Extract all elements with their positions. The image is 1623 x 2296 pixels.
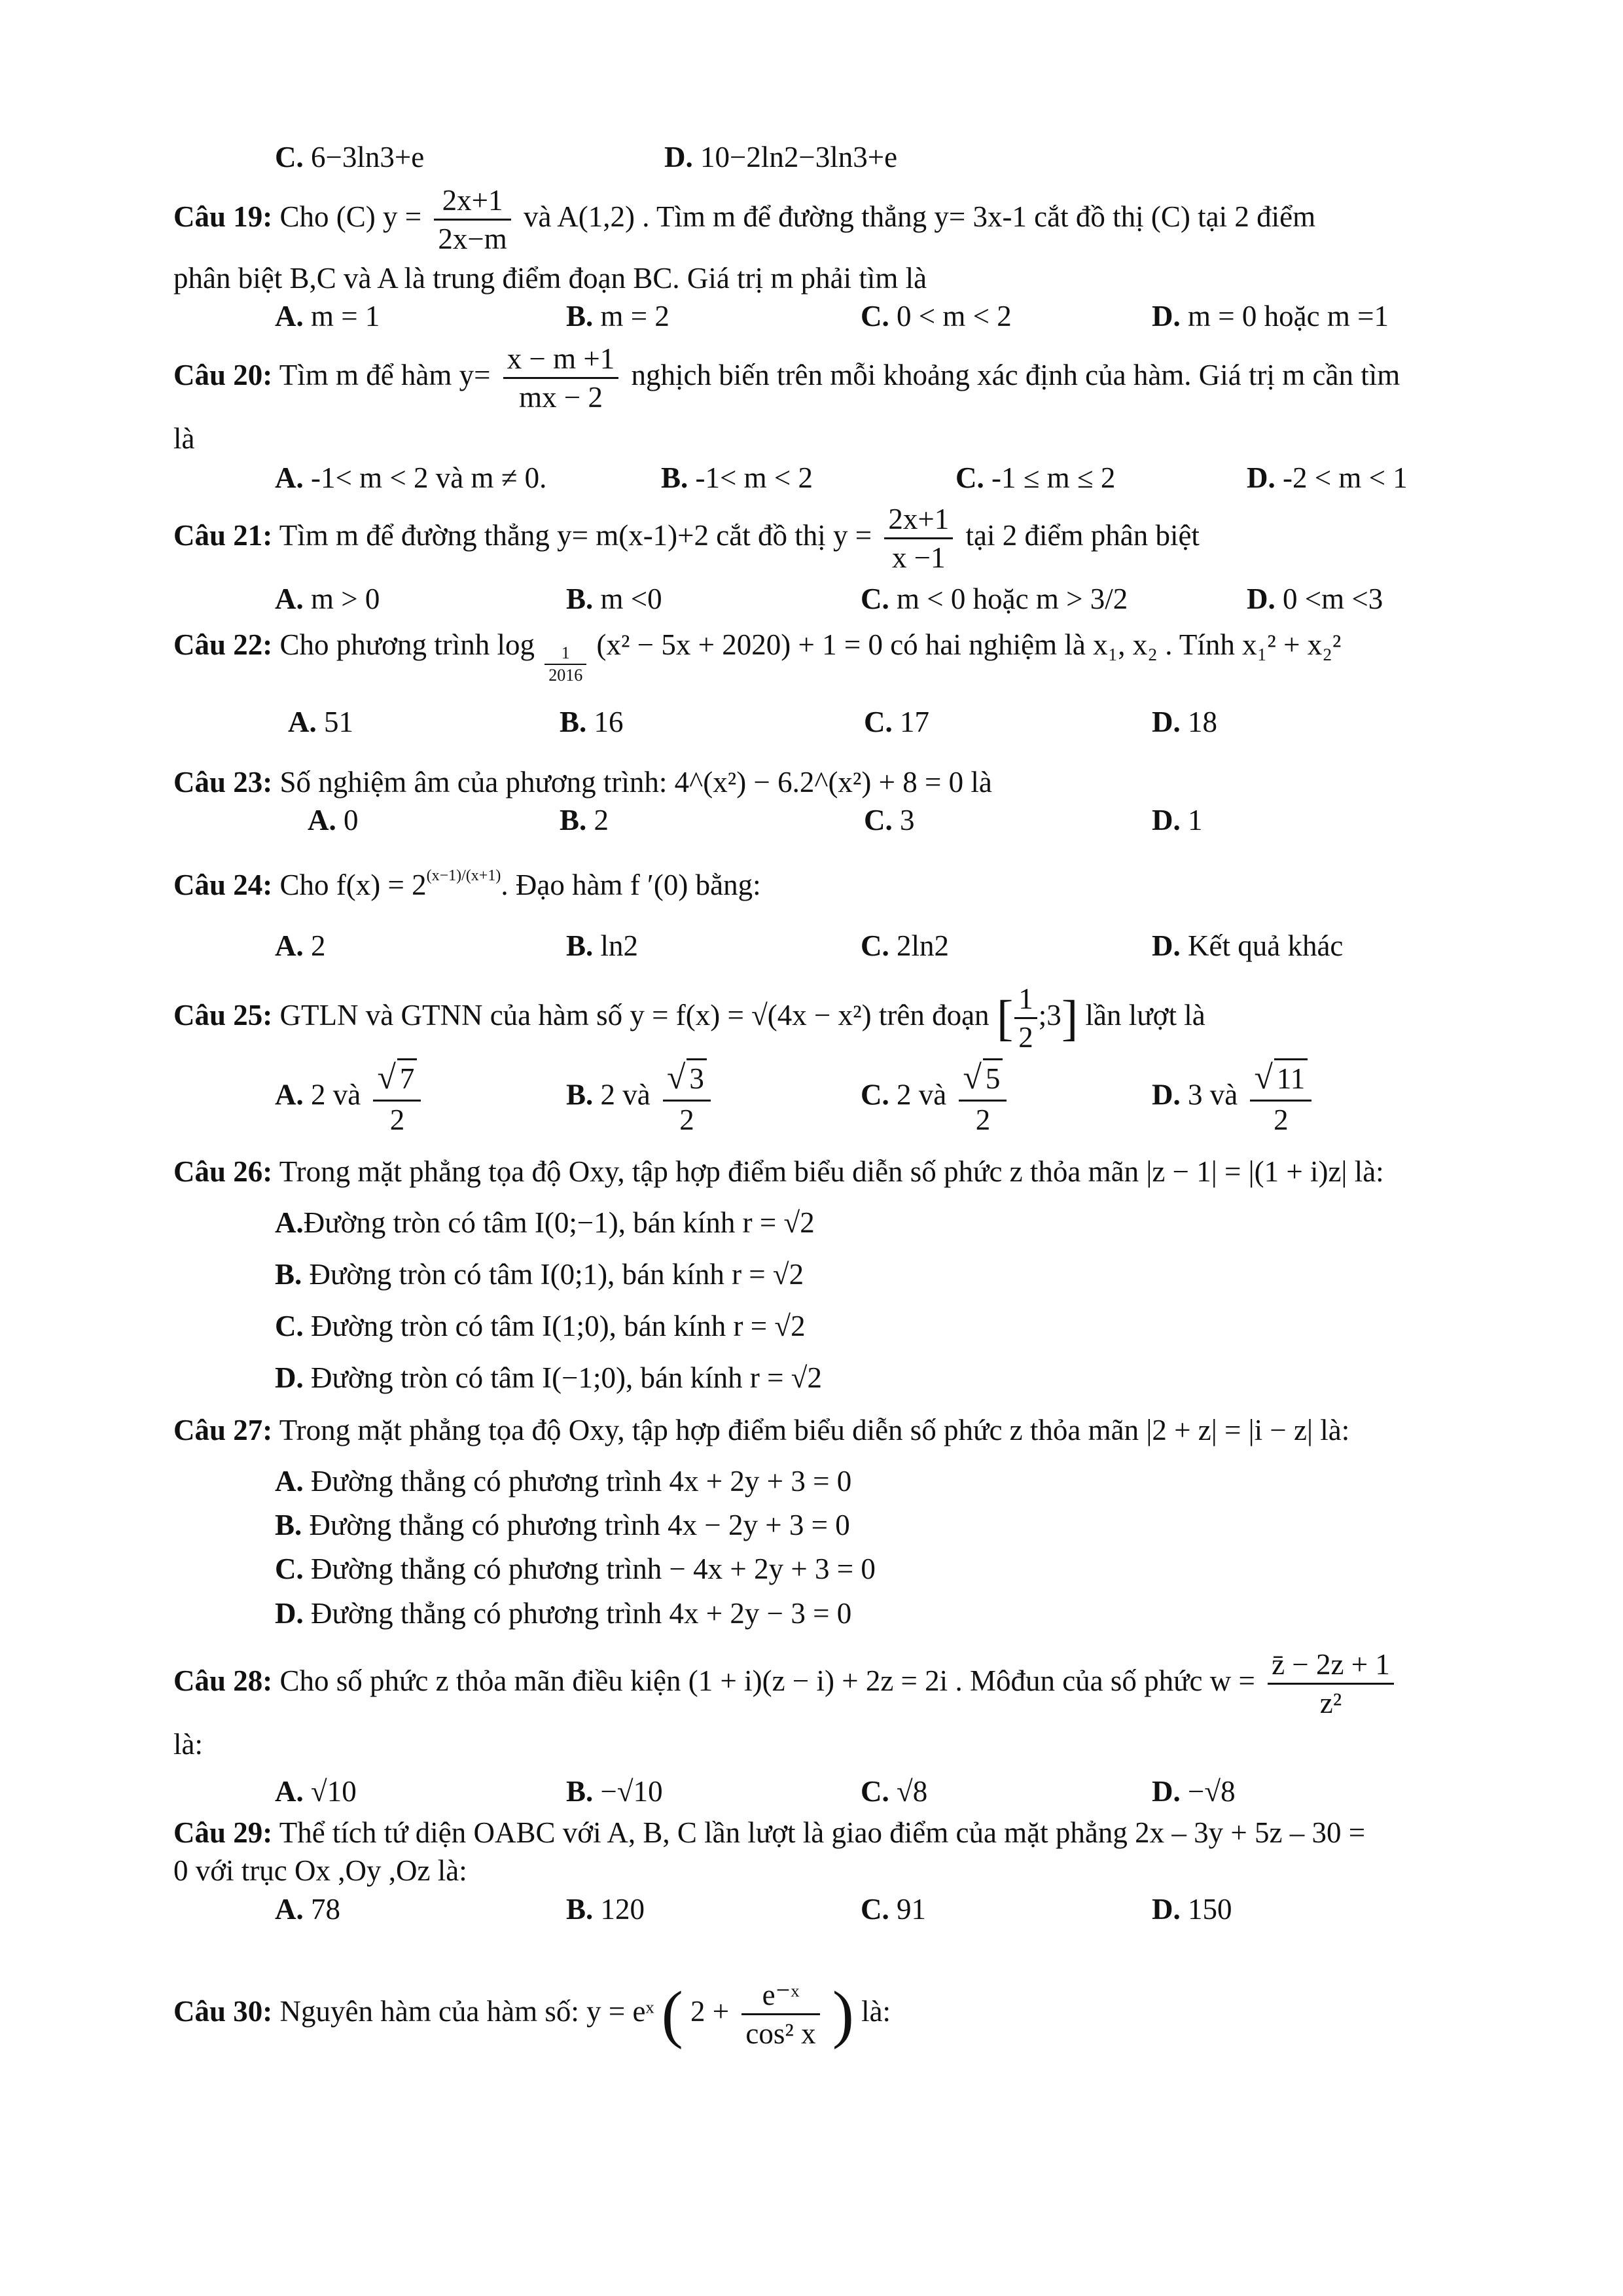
q26-stem: Câu 26: Trong mặt phẳng tọa độ Oxy, tập hợp điểm biểu diễn số phức z thỏa mãn |z − 1| = |(1 + i)z| là: xyxy=(173,1155,1384,1188)
q29-option-d: D. 150 xyxy=(1152,1893,1232,1926)
q20-stem-c: là xyxy=(173,422,195,455)
q25-a-num: √ 7 xyxy=(373,1057,421,1100)
q20-option-d: D. -2 < m < 1 xyxy=(1247,461,1408,494)
q30-frac-den: cos² x xyxy=(745,2017,816,2051)
q28-stem-a: Câu 28: Cho số phức z thỏa mãn điều kiện (1 + i)(z − i) + 2z = 2i . Môđun của số phức w = xyxy=(173,1664,1255,1698)
q20-frac-den: mx − 2 xyxy=(519,381,603,414)
q27-option-d: D. Đường thẳng có phương trình 4x + 2y − 3 = 0 xyxy=(275,1597,852,1630)
q26-option-a: A.Đường tròn có tâm I(0;−1), bán kính r = √2 xyxy=(275,1206,815,1239)
q25-int-end: ;3 xyxy=(1038,999,1061,1032)
q19-stem-b: và A(1,2) . Tìm m để đường thẳng y= 3x-1 cắt đồ thị (C) tại 2 điểm xyxy=(524,200,1316,234)
q22-log-base xyxy=(544,643,586,687)
q19-stem-c: phân biệt B,C và A là trung điểm đoạn BC. Giá trị m phải tìm là xyxy=(173,262,927,295)
q25-c-num: √ 5 xyxy=(959,1057,1007,1100)
q25-a-den: 2 xyxy=(373,1100,421,1138)
question-19 xyxy=(173,182,1315,258)
q25-option-c xyxy=(861,1057,1012,1138)
q25-int-num: 1 xyxy=(1014,980,1037,1019)
q19-fraction xyxy=(434,182,510,258)
q30-frac-num: e⁻ˣ xyxy=(741,1977,819,2015)
q25-c-den: 2 xyxy=(959,1100,1007,1138)
q21-option-d: D. 0 <m <3 xyxy=(1247,583,1383,615)
q29-stem-a: Câu 29: Thể tích tứ diện OABC với A, B, C lần lượt là giao điểm của mặt phẳng 2x – 3y + 5z – 30 = xyxy=(173,1816,1366,1849)
q25-d-frac xyxy=(1250,1057,1311,1138)
question-20 xyxy=(173,340,1400,416)
q22-option-d: D. 18 xyxy=(1152,706,1217,738)
q20-option-c: C. -1 ≤ m ≤ 2 xyxy=(955,461,1116,494)
q24-option-c: C. 2ln2 xyxy=(861,929,950,962)
q25-d-pre: D. 3 và xyxy=(1152,1078,1238,1111)
q19-stem-a: Câu 19: Cho (C) y = xyxy=(173,200,422,234)
q23-stem: Câu 23: Số nghiệm âm của phương trình: 4^(x²) − 6.2^(x²) + 8 = 0 là xyxy=(173,766,992,798)
q25-a-pre: A. 2 và xyxy=(275,1078,361,1111)
q23-option-a: A. 0 xyxy=(308,804,359,836)
question-28 xyxy=(173,1646,1399,1722)
q28-fraction xyxy=(1268,1646,1394,1722)
q19-option-b: B. m = 2 xyxy=(566,300,669,332)
q20-frac-num: x − m +1 xyxy=(503,340,619,379)
q29-stem-b: 0 với trục Ox ,Oy ,Oz là: xyxy=(173,1854,467,1887)
q22-option-a: A. 51 xyxy=(288,706,353,738)
q25-a-radicand: 7 xyxy=(397,1058,418,1097)
q25-c-frac xyxy=(959,1057,1007,1138)
q28-option-b: B. −√10 xyxy=(566,1775,663,1808)
q25-interval-frac xyxy=(1014,980,1037,1056)
q24-option-b: B. ln2 xyxy=(566,929,639,962)
q19-option-c: C. 0 < m < 2 xyxy=(861,300,1012,332)
q24-option-d: D. Kết quả khác xyxy=(1152,929,1344,962)
q28-frac-num: z̄ − 2z + 1 xyxy=(1268,1646,1394,1685)
option-d-prev: D. 10−2ln2−3ln3+e xyxy=(664,141,898,173)
q20-option-b: B. -1< m < 2 xyxy=(661,461,813,494)
q25-option-d xyxy=(1152,1057,1317,1138)
q24-stem-b: . Đạo hàm f ′(0) bằng: xyxy=(501,869,761,901)
q28-frac-den: z² xyxy=(1319,1687,1342,1720)
q25-d-num: √ 11 xyxy=(1250,1057,1311,1100)
q23-option-d: D. 1 xyxy=(1152,804,1203,836)
q25-a-frac xyxy=(373,1057,421,1138)
q21-frac-den: x −1 xyxy=(892,541,946,575)
question-21 xyxy=(173,501,1200,577)
q27-option-b: B. Đường thẳng có phương trình 4x − 2y + 3 = 0 xyxy=(275,1509,850,1541)
q21-frac-num: 2x+1 xyxy=(884,501,953,539)
q25-b-frac xyxy=(663,1057,711,1138)
question-24 xyxy=(173,867,761,903)
q27-stem: Câu 27: Trong mặt phẳng tọa độ Oxy, tập hợp điểm biểu diễn số phức z thỏa mãn |2 + z| = |i − z| là: xyxy=(173,1414,1350,1446)
q29-option-a: A. 78 xyxy=(275,1893,340,1926)
q28-option-c: C. √8 xyxy=(861,1775,928,1808)
q22-stem-b: (x² − 5x + 2020) + 1 = 0 có hai nghiệm là x₁, x₂ . Tính x₁² + x₂² xyxy=(596,628,1342,661)
q30-two: 2 + xyxy=(690,1995,730,2028)
q23-option-b: B. 2 xyxy=(560,804,609,836)
q22-option-b: B. 16 xyxy=(560,706,624,738)
q30-stem-b: là: xyxy=(861,1995,891,2028)
q22-stem-a: Câu 22: Cho phương trình log xyxy=(173,628,535,661)
q19-option-a: A. m = 1 xyxy=(275,300,380,332)
q25-c-pre: C. 2 và xyxy=(861,1078,947,1111)
q30-paren-open: ( xyxy=(661,1978,683,2050)
q21-stem-a: Câu 21: Tìm m để đường thẳng y= m(x-1)+2 cắt đồ thị y = xyxy=(173,519,872,552)
q20-option-a: A. -1< m < 2 và m ≠ 0. xyxy=(275,461,547,494)
q30-stem-a: Câu 30: Nguyên hàm của hàm số: y = eˣ xyxy=(173,1995,654,2028)
q21-option-a: A. m > 0 xyxy=(275,583,380,615)
question-30 xyxy=(173,1977,891,2053)
q20-fraction xyxy=(503,340,619,416)
q24-exponent: (x−1)/(x+1) xyxy=(426,867,501,884)
q25-bracket-close: ] xyxy=(1061,990,1079,1046)
q30-paren-close: ) xyxy=(832,1978,854,2050)
q22-option-c: C. 17 xyxy=(864,706,929,738)
option-c-prev: C. 6−3ln3+e xyxy=(275,141,425,173)
q27-option-a: A. Đường thẳng có phương trình 4x + 2y + 3 = 0 xyxy=(275,1465,852,1498)
q21-stem-b: tại 2 điểm phân biệt xyxy=(965,519,1200,552)
q20-stem-b: nghịch biến trên mỗi khoảng xác định của hàm. Giá trị m cần tìm xyxy=(631,359,1400,392)
q22-base-den: 2016 xyxy=(548,666,583,685)
q25-b-radicand: 3 xyxy=(687,1058,707,1097)
question-22 xyxy=(173,628,1341,687)
q19-frac-den: 2x−m xyxy=(438,223,507,256)
q25-d-radicand: 11 xyxy=(1274,1058,1308,1097)
question-25 xyxy=(173,980,1205,1056)
q20-stem-a: Câu 20: Tìm m để hàm y= xyxy=(173,359,491,392)
q25-bracket-open: [ xyxy=(996,990,1014,1046)
q25-stem-b: lần lượt là xyxy=(1085,999,1205,1032)
q30-fraction xyxy=(741,1977,819,2053)
q21-fraction xyxy=(884,501,953,577)
q23-option-c: C. 3 xyxy=(864,804,915,836)
q26-option-b: B. Đường tròn có tâm I(0;1), bán kính r = √2 xyxy=(275,1258,804,1291)
q26-option-d: D. Đường tròn có tâm I(−1;0), bán kính r = √2 xyxy=(275,1361,822,1394)
q25-int-den: 2 xyxy=(1018,1021,1033,1054)
q24-stem-a: Câu 24: Cho f(x) = 2 xyxy=(173,869,427,901)
q25-b-den: 2 xyxy=(663,1100,711,1138)
q19-option-d: D. m = 0 hoặc m =1 xyxy=(1152,300,1389,332)
q24-option-a: A. 2 xyxy=(275,929,326,962)
q28-option-d: D. −√8 xyxy=(1152,1775,1236,1808)
q25-c-radicand: 5 xyxy=(983,1058,1003,1097)
q21-option-c: C. m < 0 hoặc m > 3/2 xyxy=(861,583,1128,615)
q25-b-pre: B. 2 và xyxy=(566,1078,651,1111)
q19-frac-num: 2x+1 xyxy=(434,182,510,221)
q25-option-b xyxy=(566,1057,716,1138)
q22-base-num: 1 xyxy=(544,643,586,666)
q29-option-c: C. 91 xyxy=(861,1893,926,1926)
q28-stem-b: là: xyxy=(173,1728,203,1761)
q29-option-b: B. 120 xyxy=(566,1893,645,1926)
q25-option-a xyxy=(275,1057,426,1138)
q25-d-den: 2 xyxy=(1250,1100,1311,1138)
q27-option-c: C. Đường thẳng có phương trình − 4x + 2y + 3 = 0 xyxy=(275,1552,876,1585)
q21-option-b: B. m <0 xyxy=(566,583,662,615)
q28-option-a: A. √10 xyxy=(275,1775,357,1808)
q25-b-num: √ 3 xyxy=(663,1057,711,1100)
q26-option-c: C. Đường tròn có tâm I(1;0), bán kính r = √2 xyxy=(275,1310,806,1342)
q25-stem-a: Câu 25: GTLN và GTNN của hàm số y = f(x) = √(4x − x²) trên đoạn xyxy=(173,999,990,1032)
